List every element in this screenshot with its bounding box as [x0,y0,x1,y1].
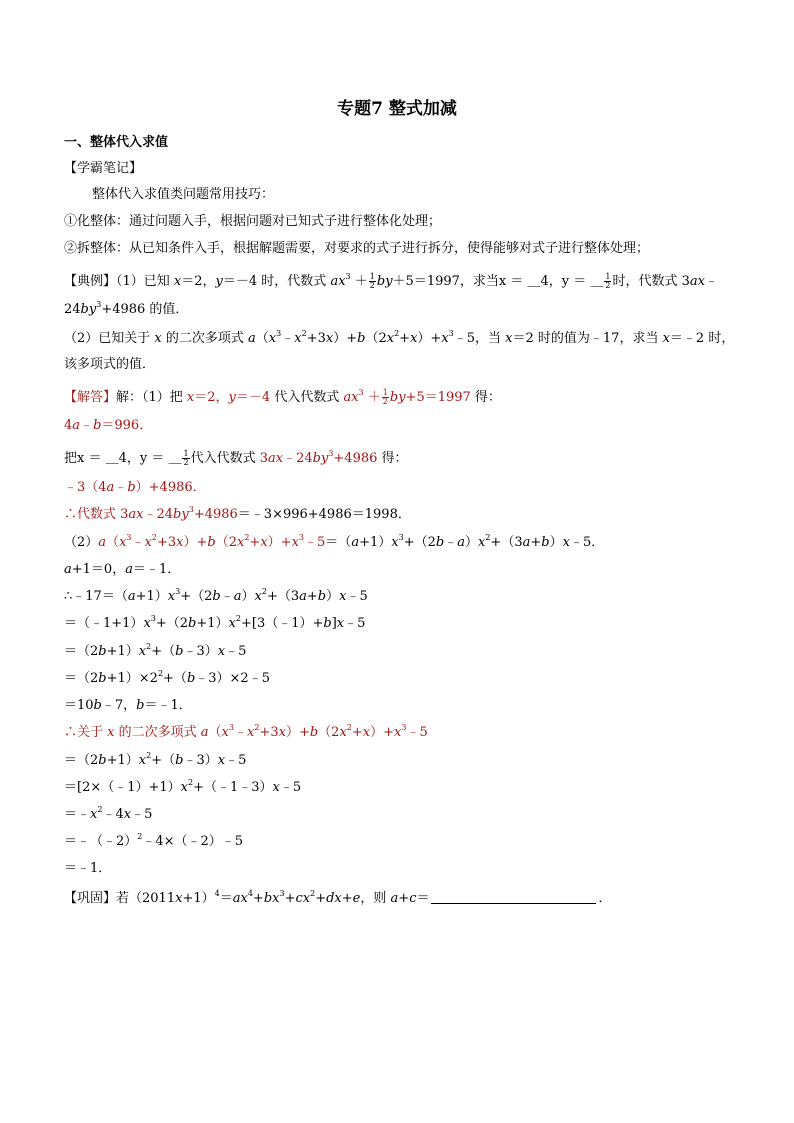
solution-tag: 【解答】 [64,390,117,405]
answer-blank[interactable] [431,891,596,904]
tip-2: ②拆整体：从已知条件入手，根据解题需要，对要求的式子进行拆分，使得能够对式子进行整体处理； [64,241,650,256]
example-part2-line1: （2）已知关于 x 的二次多项式 $a(x^3﹣x^2+3x)+b(2x^2+x)+x^3﹣5$，当 x＝2 时的值为﹣17，求当 x＝﹣2 时， [64,329,735,346]
solution-line-17: ＝﹣（﹣2）$^2$﹣4×（﹣2）﹣5 [64,832,244,849]
solution-line-6: $(2)a(x^3﹣x^2+3x)+b(2x^2+x)+x^3﹣5=(a+1)x^3+(2b﹣a)x^2+(3a+b)x﹣5$． [64,533,605,550]
solution-line-11: $=(2b+1)\times 2^2+(b﹣3)\times 2﹣5$ [64,669,270,686]
fraction: $\frac{1}{2}$ [382,388,388,406]
solution-line-7: a+1＝0，a＝﹣1． [64,562,181,577]
fraction: $\frac{1}{2}$ [605,272,611,290]
example-part1-line1: 【典例】（1）已知 x＝2，y＝－4 时，代数式 $ax^3$ ＋ $\frac{1}{2}$ by＋5＝1997，求当x ＝ ＿4，y ＝ ＿ $\frac{1}{2}$ 时，代数式 3ax﹣ [64,272,718,290]
example-part1-line2: $24by^3+4986$ 的值． [64,300,189,317]
consolidation-question: 【巩固】若$(2011x+1)^4=ax^4+bx^3+cx^2+dx+e$，则 a+c＝ ． [64,889,612,906]
solution-line-16: $=﹣x^2﹣4x﹣5$ [64,805,153,822]
solution-line-4: ﹣3（4a﹣b）+4986． [64,480,206,495]
fraction: $\frac{1}{2}$ [369,272,375,290]
solution-line-3: 把x ＝ ＿4，y ＝ ＿ $\frac{1}{2}$ 代入代数式 $3ax﹣24by^3+4986$ 得： [64,449,408,467]
solution-line-2: 4a﹣b＝996． [64,418,153,433]
consolidate-tag: 【巩固】 [64,891,117,906]
section-heading: 一、整体代入求值 [64,135,169,150]
document-title: 专题7 整式加减 [337,99,457,119]
solution-line-13: ∴关于 x 的二次多项式 $a(x^3﹣x^2+3x)+b(2x^2+x)+x^3﹣5$ [64,723,428,740]
solution-line-9: $=(﹣1+1)x^3+(2b+1)x^2+[3(﹣1)+b]x﹣5$ [64,614,366,631]
solution-line-8: $\therefore﹣17=(a+1)x^3+(2b﹣a)x^2+(3a+b)x﹣5$ [64,587,368,604]
example-part2-line2: 该多项式的值． [64,357,156,372]
solution-line-10: $=(2b+1)x^2+(b﹣3)x﹣5$ [64,642,247,659]
notes-intro: 整体代入求值类问题常用技巧： [92,187,275,202]
example-tag: 【典例】 [64,274,117,289]
solution-line-15: $=[2\times(﹣1)+1)x^2+(﹣1﹣3)x﹣5$ [64,778,302,795]
solution-line-12: ＝10b﹣7，b＝﹣1． [64,698,192,713]
solution-line-18: ＝﹣1． [64,861,112,876]
tip-1: ①化整体：通过问题入手，根据问题对已知式子进行整体化处理； [64,214,442,229]
solution-line-5: ∴代数式 $3ax﹣24by^3+4986=﹣3\times 996+4986=1998$． [64,505,411,522]
solution-line-14: $=(2b+1)x^2+(b﹣3)x﹣5$ [64,751,247,768]
solution-line-1: 【解答】解：（1）把 x＝2，y＝－4 代入代数式 $ax^3$ ＋ $\frac{1}{2}$ by+5＝1997 得： [64,388,501,406]
notes-tag: 【学霸笔记】 [64,161,143,176]
fraction: $\frac{1}{2}$ [183,449,189,467]
